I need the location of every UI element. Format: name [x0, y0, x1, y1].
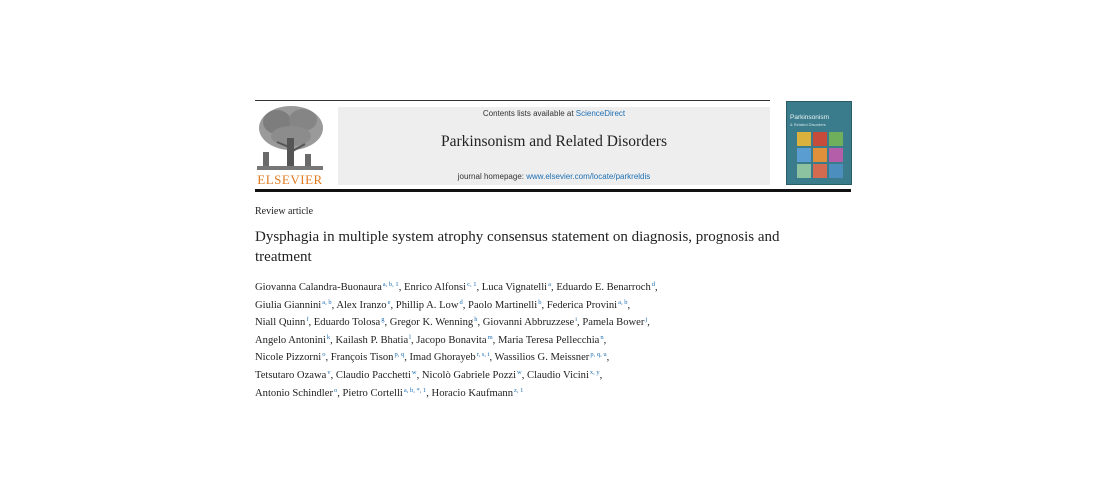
author-name[interactable]: Enrico Alfonsi — [403, 282, 467, 293]
affiliation-marker[interactable]: a, b — [618, 298, 628, 306]
author-name[interactable]: Federica Provini — [546, 299, 618, 311]
contents-line — [338, 109, 770, 118]
author-separator: , — [521, 369, 528, 381]
author-name[interactable]: Phillip A. Low — [395, 299, 459, 311]
author-name[interactable]: Gregor K. Wenning — [389, 317, 474, 329]
header-top-rule — [255, 100, 770, 101]
author-name[interactable]: Eduardo E. Benarroch — [556, 282, 651, 293]
homepage-prefix: journal homepage: — [457, 172, 527, 181]
header-bottom-rule — [255, 189, 851, 192]
author-name[interactable]: Paolo Martinelli — [468, 299, 538, 311]
author-name[interactable]: Maria Teresa Pellecchia — [497, 334, 600, 346]
cover-title: Parkinsonism — [790, 114, 830, 121]
author-separator: , — [308, 317, 314, 329]
author-name[interactable]: Tetsutaro Ozawa — [255, 369, 327, 381]
author-name[interactable]: Giovanna Calandra-Buonaura — [255, 282, 382, 293]
affiliation-marker[interactable]: w — [517, 368, 522, 376]
affiliation-marker[interactable]: k — [326, 333, 331, 341]
author-name[interactable]: Horacio Kaufmann — [431, 387, 514, 399]
article-title: Dysphagia in multiple system atrophy consensus statement on diagnosis, prognosis and treatment — [255, 229, 780, 265]
author-separator: , — [330, 369, 336, 381]
author-line — [255, 313, 795, 331]
affiliation-marker[interactable]: e — [387, 298, 391, 306]
affiliation-marker[interactable]: v — [327, 368, 331, 376]
author-separator: , — [384, 317, 390, 329]
affiliation-marker[interactable]: a — [548, 281, 552, 288]
author-separator: , — [477, 317, 483, 329]
tree-icon — [255, 104, 325, 172]
author-separator: , — [416, 369, 422, 381]
cover-subtitle: & Related Disorders — [790, 122, 826, 127]
author-list — [255, 278, 795, 401]
author-name[interactable]: Niall Quinn — [255, 317, 306, 329]
affiliation-marker[interactable]: b — [538, 298, 542, 306]
author-separator: , — [627, 299, 631, 311]
affiliation-marker[interactable]: g — [381, 316, 385, 324]
affiliation-marker[interactable]: f — [306, 316, 309, 324]
author-separator: , — [541, 299, 547, 311]
affiliation-marker[interactable]: i — [575, 316, 578, 324]
author-name[interactable]: Imad Ghorayeb — [409, 352, 476, 364]
author-name[interactable]: Angelo Antonini — [255, 334, 326, 346]
affiliation-marker[interactable]: w — [411, 368, 417, 376]
author-separator: , — [404, 352, 410, 364]
affiliation-marker[interactable]: a, b — [322, 298, 332, 306]
author-name[interactable]: Luca Vignatelli — [481, 282, 548, 293]
author-name[interactable]: Wassilios G. Meissner — [494, 352, 590, 364]
author-name[interactable]: Eduardo Tolosa — [313, 317, 381, 329]
author-separator: , — [492, 334, 498, 346]
author-separator: , — [390, 299, 396, 311]
affiliation-marker[interactable]: d — [651, 281, 655, 288]
journal-masthead — [338, 107, 770, 185]
author-name[interactable]: Giovanni Abbruzzese — [482, 317, 575, 329]
author-separator: , — [476, 282, 482, 293]
affiliation-marker[interactable]: d — [459, 298, 463, 306]
affiliation-marker[interactable]: m — [487, 333, 493, 341]
affiliation-marker[interactable]: z, 1 — [514, 386, 524, 394]
affiliation-marker[interactable]: o — [322, 351, 326, 359]
author-separator: , — [426, 387, 432, 399]
author-name[interactable]: Claudio Pacchetti — [335, 369, 411, 381]
sciencedirect-link[interactable]: ScienceDirect — [575, 109, 626, 118]
author-separator: , — [655, 282, 658, 293]
author-name[interactable]: Kailash P. Bhatia — [335, 334, 409, 346]
contents-prefix: Contents lists available at — [482, 109, 576, 118]
author-separator: , — [599, 369, 603, 381]
homepage-line — [338, 172, 770, 181]
affiliation-marker[interactable]: c, 1 — [467, 281, 477, 288]
journal-title: Parkinsonism and Related Disorders — [440, 133, 667, 150]
affiliation-marker[interactable]: n — [600, 333, 604, 341]
author-name[interactable]: Pamela Bower — [582, 317, 645, 329]
author-separator: , — [398, 282, 404, 293]
author-separator: , — [337, 387, 343, 399]
author-name[interactable]: Pietro Cortelli — [342, 387, 403, 399]
author-separator: , — [606, 352, 610, 364]
affiliation-marker[interactable]: o — [333, 386, 338, 394]
author-line — [255, 348, 795, 366]
author-separator: , — [331, 299, 337, 311]
affiliation-marker[interactable]: x, y — [589, 368, 600, 376]
author-line — [255, 331, 795, 349]
affiliation-marker[interactable]: p, q — [394, 351, 405, 359]
author-separator: , — [462, 299, 469, 311]
author-separator: , — [603, 334, 607, 346]
affiliation-marker[interactable]: l — [409, 333, 411, 341]
affiliation-marker[interactable]: p, q, u — [590, 351, 607, 359]
author-line — [255, 366, 795, 384]
author-separator: , — [325, 352, 331, 364]
author-separator: , — [577, 317, 583, 329]
author-name[interactable]: Giulia Giannini — [255, 299, 322, 311]
affiliation-marker[interactable]: a, b, *, 1 — [403, 386, 427, 394]
author-separator: , — [551, 282, 557, 293]
journal-homepage-link[interactable]: www.elsevier.com/locate/parkreldis — [526, 172, 651, 181]
author-name[interactable]: Claudio Vicini — [527, 369, 589, 381]
author-line — [255, 278, 795, 296]
author-name[interactable]: François Tison — [330, 352, 394, 364]
author-separator: , — [489, 352, 495, 364]
author-separator: , — [410, 334, 417, 346]
cover-art-icon — [797, 132, 843, 180]
publisher-logo — [255, 104, 325, 186]
author-name[interactable]: Nicolò Gabriele Pozzi — [421, 369, 517, 381]
affiliation-marker[interactable]: r, s, t — [476, 351, 490, 359]
article-type: Review article — [255, 206, 314, 217]
author-name[interactable]: Jacopo Bonavita — [416, 334, 487, 346]
affiliation-marker[interactable]: h — [474, 316, 478, 324]
elsevier-wordmark: ELSEVIER — [257, 172, 323, 187]
author-line — [255, 296, 795, 314]
journal-cover — [786, 101, 852, 185]
author-line — [255, 384, 795, 402]
author-name[interactable]: Antonio Schindler — [255, 387, 333, 399]
author-separator: , — [647, 317, 650, 329]
affiliation-marker[interactable]: a, b, 1 — [382, 281, 399, 288]
author-name[interactable]: Nicole Pizzorni — [255, 352, 322, 364]
author-separator: , — [330, 334, 336, 346]
author-name[interactable]: Alex Iranzo — [336, 299, 387, 311]
affiliation-marker[interactable]: j — [645, 316, 648, 324]
